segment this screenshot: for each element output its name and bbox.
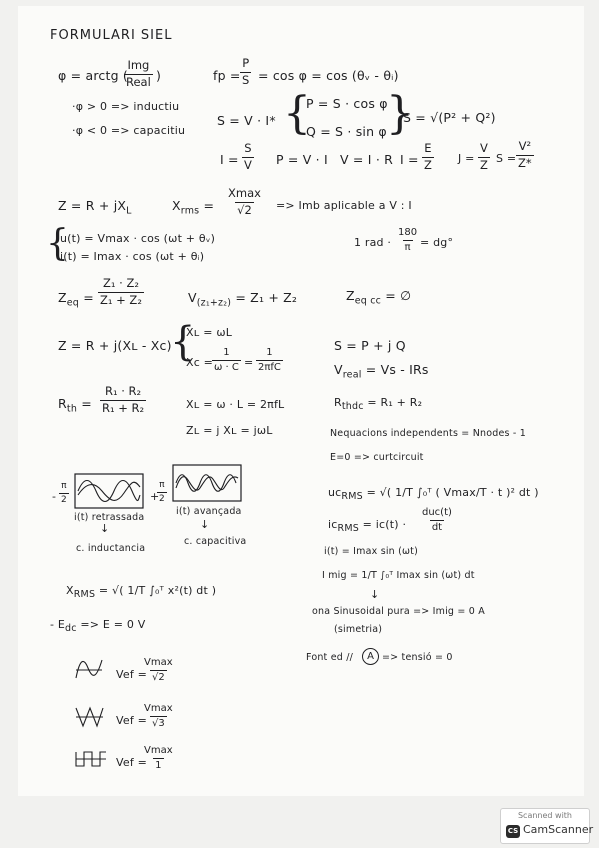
- reactance-brace: {: [170, 319, 196, 365]
- independent-equations: Nequacions independents = Nnodes - 1: [330, 428, 526, 439]
- rad-lhs: 1 rad ·: [354, 236, 392, 249]
- apparent-power-root: S = √(P² + Q²): [403, 110, 496, 125]
- down-arrow-average: ↓: [370, 588, 380, 601]
- power-ohm-formula: P = V · I: [276, 152, 328, 167]
- thevenin-dc-resistance: $R_{thdc} = R_1 + R_2$: [334, 396, 423, 413]
- rth-denominator: R₁ + R₂: [102, 400, 145, 415]
- phi-fraction: [124, 60, 153, 88]
- sine-vef-numerator: Vmax: [144, 657, 173, 668]
- fp-rhs: = cos φ = cos (θᵥ - θᵢ): [258, 68, 399, 83]
- sine-wave-icon: [74, 656, 104, 682]
- current-impedance-lhs: I =: [400, 152, 419, 167]
- xrms-fraction: [226, 188, 263, 216]
- zero-voltage-note: => tensió = 0: [382, 652, 453, 663]
- ic-numerator: duc(t): [422, 507, 452, 518]
- positive-phase-fraction: [157, 481, 167, 504]
- xc-equals: =: [244, 356, 254, 369]
- current-power-fraction: [242, 143, 254, 171]
- xrms-note: => Imb aplicable a V : I: [276, 199, 412, 212]
- capacitive-condition: ·φ < 0 => capacitiu: [72, 124, 186, 137]
- series-voltage-formula: $V_{(z_1+z_2)} = Z_1 + Z_2$: [188, 290, 298, 309]
- triangle-vef-lhs: Vef =: [116, 714, 148, 727]
- phi-formula: φ = arctg (: [58, 68, 128, 83]
- average-current: I mig = 1/T ∫₀ᵀ Imax sin (ωt) dt: [322, 570, 475, 581]
- sine-vef-lhs: Vef =: [116, 668, 148, 681]
- advanced-current-label: i(t) avançada: [176, 506, 242, 517]
- ammeter-symbol: A: [362, 648, 379, 665]
- triangle-vef-fraction: [142, 704, 175, 729]
- down-arrow-right: ↓: [200, 518, 210, 531]
- reactive-power-formula: Q = S · sin φ: [306, 124, 387, 139]
- inductive-impedance: Zʟ = j Xʟ = jωL: [186, 424, 273, 437]
- fp-fraction: [240, 58, 251, 86]
- s-v2-numerator: V²: [518, 139, 532, 153]
- real-voltage-formula: $V_{real} = Vs$ - IRs: [334, 362, 429, 381]
- thevenin-resistance-lhs: $R_{th}$ =: [58, 396, 92, 415]
- ic-rms-formula: $ic_{RMS} = ic(t)$ ·: [328, 518, 407, 535]
- negative-phase-fraction: [59, 482, 69, 505]
- capacitive-label: c. capacitiva: [184, 536, 247, 547]
- zeq-fraction: [98, 278, 144, 306]
- neg-phase-denominator: 2: [61, 495, 67, 505]
- uc-rms-formula: $uc_{RMS}$ = √( 1/T ∫₀ᵀ ( Vmax/T · t )² dt ): [328, 486, 539, 503]
- j-formula-fraction: [478, 143, 490, 171]
- fp-numerator: P: [242, 56, 250, 70]
- rad-denominator: π: [404, 242, 411, 253]
- right-brace: }: [386, 88, 414, 139]
- xc-numerator: 1: [223, 347, 230, 358]
- xc-denominator-2: 2πfC: [258, 362, 281, 373]
- current-power-denominator: V: [244, 157, 252, 172]
- inductive-reactance-frequency: Xʟ = ω · L = 2πfL: [186, 398, 285, 411]
- phi-numerator: Img: [127, 58, 150, 72]
- camscanner-brand: CamScanner: [523, 823, 594, 836]
- ic-rms-fraction: [420, 508, 454, 533]
- fp-lhs: fp =: [213, 68, 241, 83]
- current-impedance-numerator: E: [424, 141, 432, 155]
- pos-phase-numerator: π: [159, 480, 165, 490]
- page-title: FORMULARI SIEL: [50, 28, 173, 43]
- inductive-reactance: Xʟ = ωL: [186, 326, 233, 339]
- phi-close: ): [156, 68, 162, 83]
- j-formula-denominator: Z: [480, 157, 488, 172]
- thevenin-resistance-fraction: [100, 386, 146, 414]
- j-formula-lhs: J =: [458, 152, 475, 165]
- time-brace: {: [46, 223, 69, 264]
- pure-sine-note: ona Sinusoidal pura => Imig = 0 A: [312, 606, 485, 617]
- triangle-vef-denominator: √3: [151, 718, 165, 729]
- square-vef-numerator: Vmax: [144, 745, 173, 756]
- zeq-denominator: Z₁ + Z₂: [100, 292, 142, 307]
- pos-phase-denominator: 2: [159, 494, 165, 504]
- current-time-formula: i(t) = Imax · cos (ωt + θᵢ): [60, 250, 205, 263]
- camscanner-logo-icon: CS: [506, 825, 520, 838]
- ideal-source-label: Font ed //: [306, 652, 353, 663]
- sinusoidal-current: i(t) = Imax sin (ωt): [324, 546, 419, 557]
- current-power-numerator: S: [244, 141, 252, 155]
- inductance-label: c. inductancia: [76, 543, 146, 554]
- xc-numerator-2: 1: [266, 347, 273, 358]
- triangle-wave-icon: [74, 704, 104, 728]
- xrms-lhs: $X_{rms}$ =: [172, 198, 215, 217]
- square-vef-fraction: [142, 746, 175, 771]
- rad-rhs: = dg°: [420, 236, 454, 249]
- rth-numerator: R₁ · R₂: [104, 384, 142, 398]
- xrms-numerator: Xmax: [228, 186, 261, 200]
- advanced-current-waveform: [172, 464, 242, 502]
- rad-fraction: [396, 228, 419, 253]
- x-rms-formula: $X_{RMS}$ = √( 1/T ∫₀ᵀ x²(t) dt ): [66, 584, 217, 601]
- inductive-condition: ·φ > 0 => inductiu: [72, 100, 180, 113]
- neg-phase-numerator: π: [61, 481, 67, 491]
- impedance-reactance-formula: Z = R + j(Xʟ - Xc): [58, 338, 172, 353]
- short-circuit-note: E=0 => curtcircuit: [330, 452, 424, 463]
- voltage-time-formula: u(t) = Vmax · cos (ωt + θᵥ): [60, 232, 216, 245]
- camscanner-badge: [500, 808, 594, 844]
- zeq-short-circuit: $Z_{eq cc}$ = ∅: [346, 288, 412, 307]
- square-vef-denominator: 1: [155, 760, 162, 771]
- scanned-with-label: Scanned with: [517, 811, 573, 820]
- positive-phase-sign: +: [150, 490, 160, 503]
- current-power-lhs: I =: [220, 152, 239, 167]
- j-formula-numerator: V: [480, 141, 488, 155]
- capacitive-reactance-lhs: Xc =: [186, 356, 214, 369]
- s-v2-lhs: S =: [496, 152, 517, 165]
- capacitive-reactance-fraction: [212, 348, 241, 373]
- delayed-current-label: i(t) retrassada: [74, 512, 145, 523]
- capacitive-reactance-fraction-2: [256, 348, 283, 373]
- zeq-lhs: $Z_{eq}$ =: [58, 290, 94, 309]
- dc-source-formula: - $E_{dc} => E = 0$ V: [50, 618, 146, 635]
- ohm-law-formula: V = I · R: [340, 152, 394, 167]
- complex-power-formula: S = P + j Q: [334, 338, 406, 353]
- rad-numerator: 180: [398, 227, 418, 238]
- sine-vef-denominator: √2: [151, 672, 165, 683]
- fp-denominator: S: [242, 72, 250, 87]
- triangle-vef-numerator: Vmax: [144, 703, 173, 714]
- s-v2-denominator: Z*: [518, 155, 532, 170]
- delayed-current-waveform: [74, 473, 144, 509]
- sine-vef-fraction: [142, 658, 175, 683]
- phi-denominator: Real: [126, 74, 151, 89]
- down-arrow-left: ↓: [100, 522, 110, 535]
- ic-denominator: dt: [431, 522, 443, 533]
- symmetry-note: (simetria): [334, 624, 383, 635]
- square-wave-icon: [74, 748, 108, 770]
- negative-phase-sign: -: [52, 490, 57, 503]
- current-impedance-denominator: Z: [424, 157, 432, 172]
- impedance-formula: $Z = R + jX_L$: [58, 198, 132, 217]
- left-brace: {: [283, 88, 311, 139]
- current-impedance-fraction: [422, 143, 434, 171]
- apparent-power-formula: S = V · I*: [217, 113, 276, 128]
- square-vef-lhs: Vef =: [116, 756, 148, 769]
- s-v2-fraction: [516, 141, 534, 169]
- active-power-formula: P = S · cos φ: [306, 96, 388, 111]
- xrms-denominator: √2: [237, 202, 252, 217]
- zeq-numerator: Z₁ · Z₂: [102, 276, 139, 290]
- xc-denominator: ω · C: [214, 362, 239, 373]
